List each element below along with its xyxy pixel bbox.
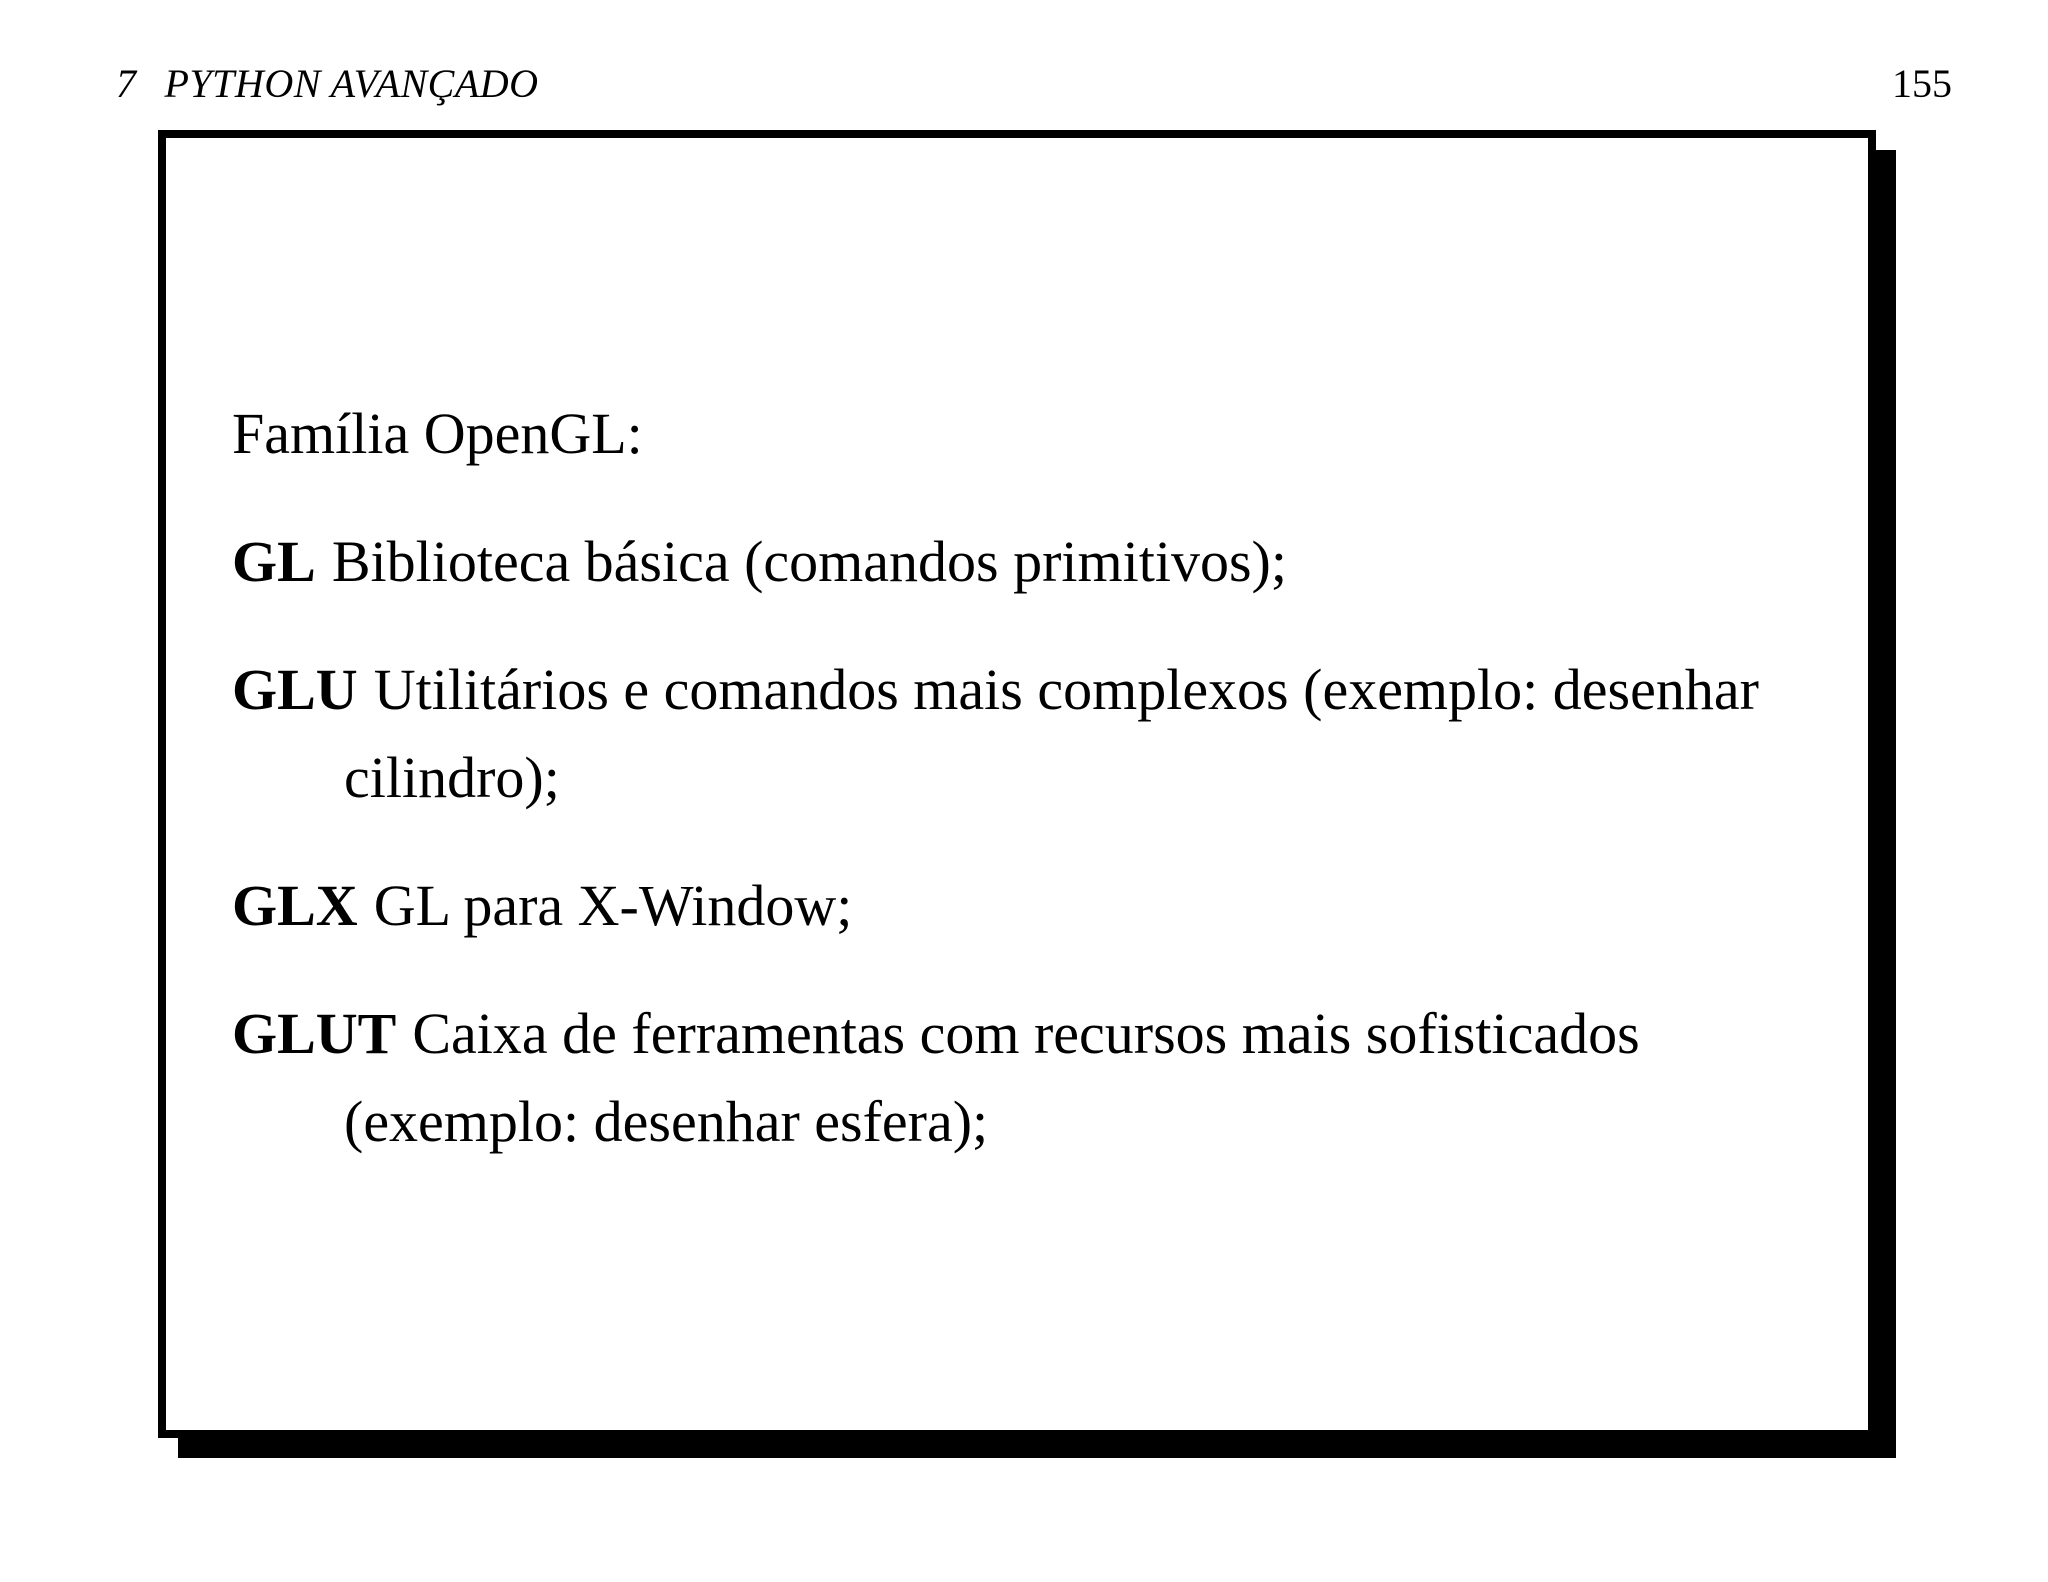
definition-description: GL para X-Window; (373, 873, 853, 938)
running-header (116, 60, 539, 108)
definition-item-glut (232, 990, 1802, 1166)
slide-intro: Família OpenGL: (232, 401, 643, 466)
definition-item-glx (232, 862, 1802, 950)
definition-term: GLU (232, 657, 358, 722)
definition-term: GLUT (232, 1001, 397, 1066)
definition-term: GL (232, 529, 316, 594)
slide-content (232, 390, 1802, 1206)
definition-item-glu (232, 646, 1802, 822)
definition-description: Biblioteca básica (comandos primitivos); (331, 529, 1287, 594)
definition-term: GLX (232, 873, 358, 938)
chapter-number: 7 (116, 61, 137, 106)
definition-description: Utilitários e comandos mais complexos (exemplo: desenhar cilindro); (344, 657, 1759, 810)
slide-frame (158, 130, 1876, 1438)
page-number: 155 (1892, 61, 1952, 106)
definition-description: Caixa de ferramentas com recursos mais sofisticados (exemplo: desenhar esfera); (344, 1001, 1640, 1154)
chapter-title: PYTHON AVANÇADO (164, 61, 539, 106)
definition-item-gl (232, 518, 1802, 606)
